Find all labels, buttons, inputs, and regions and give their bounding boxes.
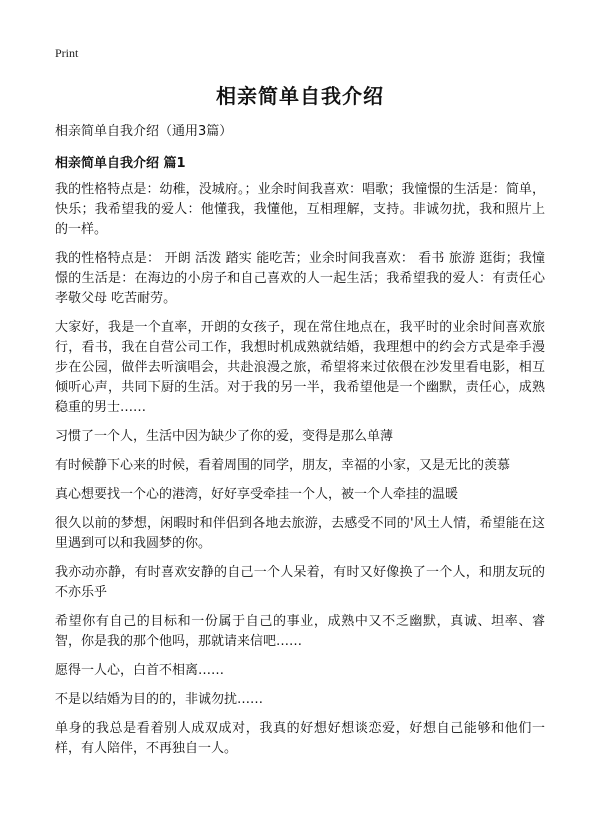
paragraph: 习惯了一个人，生活中因为缺少了你的爱，变得是那么单薄 [55,429,394,444]
paragraph: 我的性格特点是：幼稚，没城府。；业余时间我喜欢：唱歌；我憧憬的生活是：简单，快乐；我希望我的爱人：他懂我，我懂他，互相理解，支持。非诚勿扰，我和照片上的一样。 [55,182,545,237]
document-subtitle: 相亲简单自我介绍（通用3篇） [55,124,233,139]
paragraph: 希望你有自己的目标和一份属于自己的事业，成熟中又不乏幽默，真诚、坦率、睿智，你是我的那个他吗，那就请来信吧…… [55,614,545,649]
print-label[interactable]: Print [55,46,79,60]
section-heading: 相亲简单自我介绍 篇1 [55,156,186,171]
paragraph: 很久以前的梦想，闲暇时和伴侣到各地去旅游，去感受不同的'风土人情，希望能在这里遇到可以和我圆梦的你。 [55,516,545,551]
paragraph: 我的性格特点是： 开朗 活泼 踏实 能吃苦；业余时间我喜欢： 看书 旅游 逛街；我憧憬的生活是：在海边的小房子和自己喜欢的人一起生活；我希望我的爱人：有责任心 孝敬父母 吃苦耐劳。 [55,251,545,306]
article-body [55,180,545,768]
page-title: 相亲简单自我介绍 [216,84,384,108]
paragraph: 不是以结婚为目的的，非诚勿扰…… [55,692,264,707]
paragraph: 愿得一人心，白首不相离…… [55,663,225,678]
paragraph: 单身的我总是看着别人成双成对，我真的好想好想谈恋爱，好想自己能够和他们一样，有人陪伴，不再独自一人。 [55,721,545,756]
paragraph: 有时候静下心来的时候，看着周围的同学，朋友，幸福的小家，又是无比的羡慕 [55,458,511,473]
paragraph: 我亦动亦静，有时喜欢安静的自己一个人呆着，有时又好像换了一个人，和朋友玩的不亦乐乎 [55,565,545,600]
paragraph: 大家好，我是一个直率，开朗的女孩子，现在常住地点在，我平时的业余时间喜欢旅行，看书，我在自营公司工作，我想时机成熟就结婚，我理想中的约会方式是牵手漫步在公园，做伴去听演唱会，共赴浪漫之旅，希望将来过依偎在沙发里看电影，相互倾听心声，共同下厨的生活。对于我的另一半，我希望他是一个幽默，责任心，成熟稳重的男士…… [55,320,545,415]
paragraph: 真心想要找一个心的港湾，好好享受牵挂一个人，被一个人牵挂的温暖 [55,487,459,502]
